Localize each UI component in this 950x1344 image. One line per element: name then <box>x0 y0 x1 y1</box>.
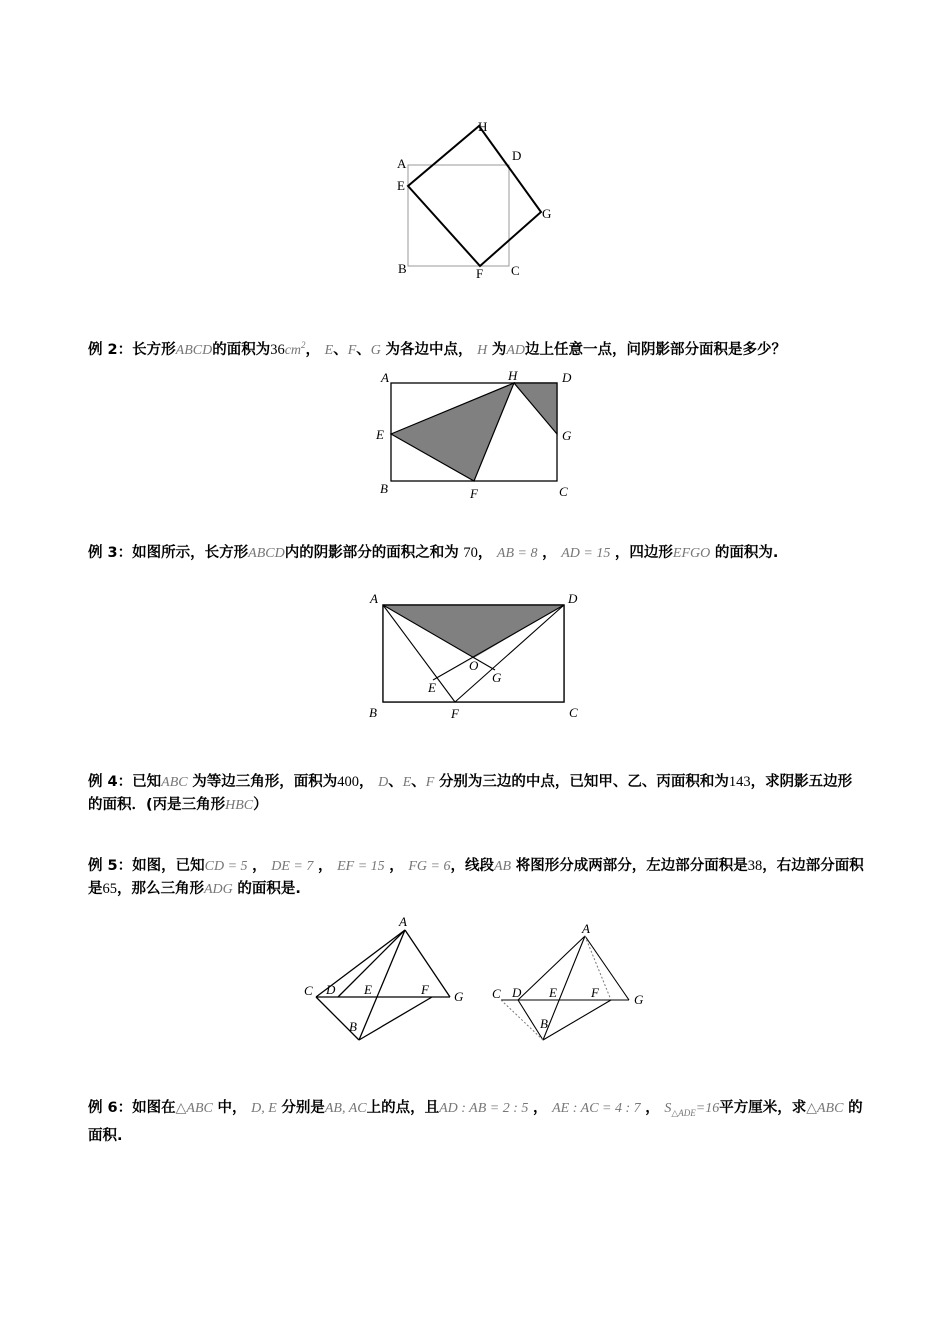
math: ABCD <box>248 546 285 561</box>
label-A: A <box>397 156 407 171</box>
text: 边上任意一点，问阴影部分面积是多少？ <box>525 341 787 358</box>
math: AB <box>493 859 512 874</box>
example-2-prefix: 例 2： <box>88 341 133 358</box>
number: 36 <box>270 341 285 358</box>
text: 的面积为 <box>212 341 271 358</box>
text: 的面积为. <box>714 545 779 561</box>
label-G: G <box>634 992 644 1007</box>
example-2-text <box>88 334 866 362</box>
label-B: B <box>349 1019 357 1034</box>
text: 、 <box>333 341 348 358</box>
figure-2 <box>370 368 580 503</box>
label-E: E <box>364 982 372 997</box>
math: △ABC <box>175 1101 213 1116</box>
label-C: C <box>511 263 520 278</box>
text: ，四边形 <box>614 545 673 561</box>
label-B: B <box>540 1016 548 1031</box>
label-F: F <box>476 266 484 281</box>
label-D: D <box>326 982 336 997</box>
number: 143 <box>728 774 751 790</box>
text: 将图形分成两部分，左边部分面积是 <box>515 858 748 874</box>
shaded-triangle-EHF <box>391 383 514 481</box>
label-G: G <box>492 670 502 685</box>
text: 如图所示，长方形 <box>132 545 249 561</box>
number: 400 <box>337 774 359 790</box>
figure-1 <box>390 115 560 285</box>
math: ABCD <box>175 342 213 358</box>
math: CD = 5 <box>204 859 248 874</box>
math: HBC <box>225 798 254 813</box>
figure-5-right <box>488 918 658 1048</box>
outer-square <box>408 165 509 266</box>
text: 平方厘米，求 <box>719 1100 807 1116</box>
text: 如图，已知 <box>132 858 205 874</box>
number: 65 <box>102 881 117 897</box>
math: ADG <box>204 882 233 897</box>
text: ， <box>358 774 374 790</box>
label-D: D <box>568 591 578 606</box>
text: ， <box>477 545 493 561</box>
text: ，右边部分面积是 <box>88 858 864 897</box>
math: AB = 8 <box>496 546 538 561</box>
line-BF <box>543 1000 611 1040</box>
math: F <box>425 775 435 790</box>
label-F: F <box>470 486 478 501</box>
example-4-text <box>88 771 866 817</box>
text: 中， <box>217 1100 247 1116</box>
label-F: F <box>421 982 429 997</box>
math: AD = 15 <box>561 546 611 561</box>
math: S <box>664 1101 672 1116</box>
math: DE = 7 <box>271 859 314 874</box>
text: 已知 <box>132 774 162 790</box>
label-O: O <box>469 658 479 673</box>
text: 、 <box>388 774 403 790</box>
label-B: B <box>380 481 388 496</box>
text: 为各边中点， <box>385 341 473 358</box>
label-F: F <box>591 985 599 1000</box>
figure-3 <box>362 588 587 723</box>
number: 38 <box>747 858 763 874</box>
example-6-text <box>88 1097 866 1148</box>
text: 、 <box>411 774 426 790</box>
math: E <box>402 775 412 790</box>
label-E: E <box>428 680 436 695</box>
text: 为等边三角形，面积为 <box>192 774 338 790</box>
label-A: A <box>370 591 378 606</box>
label-H: H <box>478 119 488 134</box>
math: FG = 6 <box>408 859 451 874</box>
math: △ADE <box>671 1107 696 1118</box>
text: ） <box>253 797 268 813</box>
text: 长方形 <box>132 341 176 358</box>
label-A: A <box>399 914 407 929</box>
math: AE : AC = 4 : 7 <box>552 1101 641 1116</box>
math: D <box>378 775 389 790</box>
label-C: C <box>569 705 578 720</box>
label-G: G <box>454 989 464 1004</box>
text: 的面积. <box>88 1100 863 1144</box>
example-3-text <box>88 542 866 565</box>
math: G <box>370 342 381 358</box>
label-C: C <box>559 484 568 499</box>
label-F: F <box>451 706 459 721</box>
label-A: A <box>582 921 590 936</box>
math: △ABC <box>806 1101 844 1116</box>
text: 的面积是. <box>237 881 301 897</box>
math: AD <box>506 342 526 358</box>
math: =16 <box>695 1101 720 1116</box>
text: 分别为三边的中点，已知甲、乙、丙面积和为 <box>438 774 729 790</box>
label-D: D <box>562 370 572 385</box>
text: ，求阴影五边形的面积．(丙是三角形 <box>88 774 853 813</box>
text: ， <box>645 1100 660 1116</box>
math: EFGO <box>672 546 711 561</box>
label-B: B <box>398 261 407 276</box>
text: ， <box>305 341 321 358</box>
math: AD : AB = 2 : 5 <box>439 1101 529 1116</box>
text: ， <box>389 858 404 874</box>
math: F <box>347 342 357 358</box>
text: ，那么三角形 <box>117 881 204 897</box>
text: 分别是 <box>281 1100 325 1116</box>
text: 如图在 <box>132 1100 176 1116</box>
label-C: C <box>492 986 501 1001</box>
label-H: H <box>508 368 518 383</box>
example-5-text <box>88 855 866 901</box>
example-4-prefix: 例 4： <box>88 774 133 790</box>
example-5-prefix: 例 5： <box>88 858 133 874</box>
label-B: B <box>369 705 377 720</box>
text: ，线段 <box>450 858 494 874</box>
text: ， <box>252 858 267 874</box>
math: E <box>324 342 334 358</box>
math: H <box>477 342 488 358</box>
label-D: D <box>512 148 522 163</box>
text: 为 <box>491 341 507 358</box>
label-A: A <box>381 370 389 385</box>
rotated-square <box>408 126 541 266</box>
label-G: G <box>542 206 552 221</box>
example-3-prefix: 例 3： <box>88 545 133 561</box>
figure-5-left <box>300 912 475 1047</box>
math: D, E <box>251 1101 277 1116</box>
label-E: E <box>397 178 405 193</box>
label-D: D <box>512 985 522 1000</box>
math: 2 <box>301 340 306 350</box>
math: cm <box>284 342 302 358</box>
line-BF <box>359 997 432 1040</box>
text: 、 <box>356 341 371 358</box>
number: 70 <box>463 545 478 561</box>
text: 内的阴影部分的面积之和为 <box>284 545 459 561</box>
text: ， <box>542 545 557 561</box>
math: ABC <box>161 775 188 790</box>
label-G: G <box>562 428 572 443</box>
label-E: E <box>549 985 557 1000</box>
shaded-triangle-HDG <box>514 383 557 434</box>
label-E: E <box>376 427 384 442</box>
math: EF = 15 <box>337 859 385 874</box>
label-C: C <box>304 983 313 998</box>
text: ， <box>317 858 333 874</box>
math: AB, AC <box>324 1101 367 1116</box>
text: ， <box>533 1100 548 1116</box>
example-6-prefix: 例 6： <box>88 1100 133 1116</box>
text: 上的点，且 <box>366 1100 440 1116</box>
